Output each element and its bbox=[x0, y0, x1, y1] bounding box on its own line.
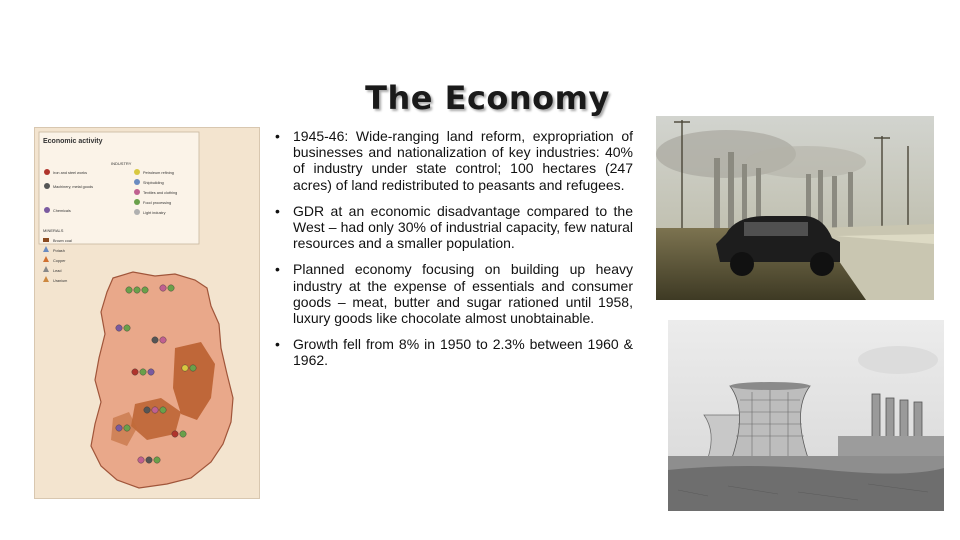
photo-cooling-towers bbox=[668, 320, 944, 511]
legend-dot-ship bbox=[134, 179, 140, 185]
map-heading: Economic activity bbox=[43, 138, 103, 145]
legend-lead bbox=[43, 266, 49, 272]
legend-ship: Shipbuilding bbox=[143, 181, 164, 185]
legend-potash bbox=[43, 246, 49, 252]
economic-activity-map bbox=[34, 127, 260, 499]
bullet-planned-economy: • Planned economy focusing on building up heavy industry at the expense of essentials and consumer goods – meat, butter and sugar rationed until 1958, luxury goods like chocolate almost unobtainable. bbox=[272, 261, 633, 326]
map-graphic bbox=[35, 128, 259, 498]
legend-dot-petroleum bbox=[134, 169, 140, 175]
legend-dot-iron bbox=[44, 169, 50, 175]
legend-copper bbox=[43, 256, 49, 262]
legend-chemicals: Chemicals bbox=[53, 209, 71, 213]
legend-brown-coal bbox=[43, 238, 49, 242]
legend-light: Light industry bbox=[143, 211, 166, 215]
bullet-growth: • Growth fell from 8% in 1950 to 2.3% between 1960 & 1962. bbox=[272, 336, 633, 368]
legend-mineral-lead: Lead bbox=[53, 269, 62, 273]
legend-mineral-coal: Brown coal bbox=[53, 239, 72, 243]
legend-dot-food bbox=[134, 199, 140, 205]
legend-dot-chemicals bbox=[44, 207, 50, 213]
legend-mineral-uranium: Uranium bbox=[53, 279, 68, 283]
map-minerals-heading: MINERALS bbox=[43, 228, 64, 233]
bullet-list bbox=[272, 128, 633, 379]
legend-mineral-potash: Potash bbox=[53, 249, 65, 253]
legend-food: Food processing bbox=[143, 201, 172, 205]
legend-mineral-copper: Copper bbox=[53, 259, 66, 263]
legend-dot-light bbox=[134, 209, 140, 215]
photo-trabant-industrial-road bbox=[656, 116, 934, 300]
legend-petroleum: Petroleum refining bbox=[143, 171, 174, 175]
bullet-gdr-disadvantage: • GDR at an economic disadvantage compared to the West – had only 30% of industrial capacity, few natural resources and a smaller population. bbox=[272, 203, 633, 252]
legend-iron: Iron and steel works bbox=[53, 171, 87, 175]
legend-textiles: Textiles and clothing bbox=[143, 191, 178, 195]
bullet-land-reform: • 1945-46: Wide-ranging land reform, expropriation of businesses and nationalization of key industries: 40% of industry under state control; 100 hectares (247 acres) of land redistributed to peasants and refugees. bbox=[272, 128, 633, 193]
legend-machinery: Machinery, metal goods bbox=[53, 185, 94, 189]
map-industry-heading: INDUSTRY bbox=[111, 161, 132, 166]
slide-title: The Economy bbox=[365, 79, 610, 118]
legend-dot-machinery bbox=[44, 183, 50, 189]
legend-dot-textiles bbox=[134, 189, 140, 195]
legend-uranium bbox=[43, 276, 49, 282]
